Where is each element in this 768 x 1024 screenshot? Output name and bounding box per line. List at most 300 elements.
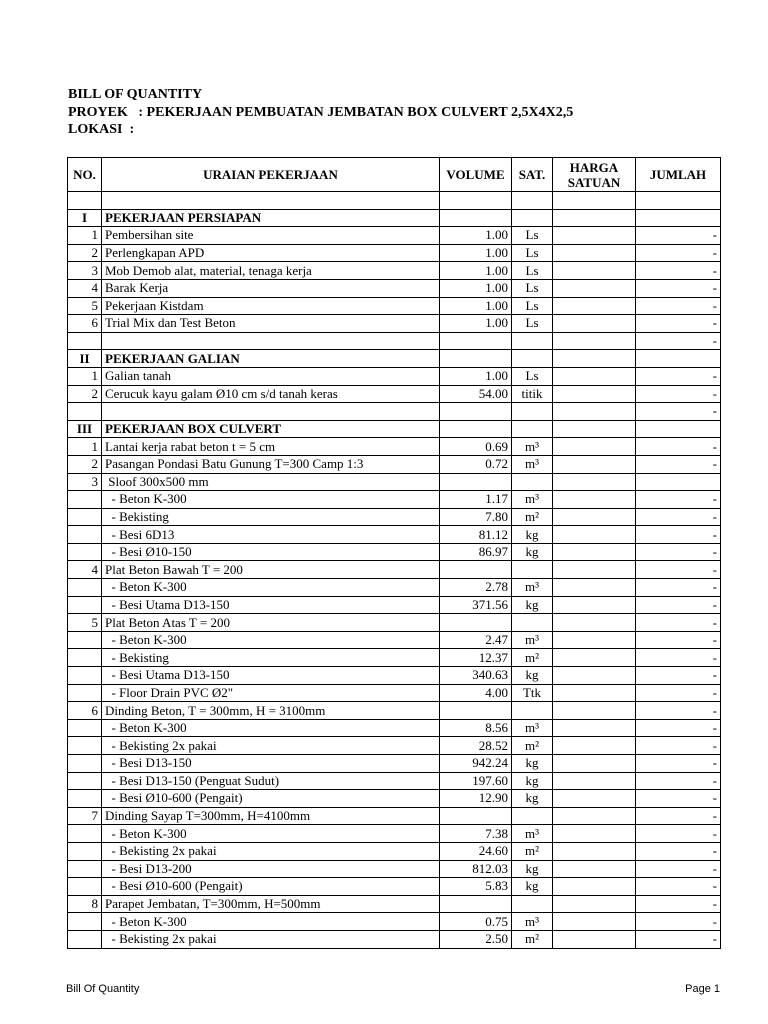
cell-jumlah: -	[636, 297, 721, 315]
project-line: PROYEK : PEKERJAAN PEMBUATAN JEMBATAN BOX CULVERT 2,5X4X2,5	[68, 104, 574, 120]
cell-harga-satuan	[553, 244, 636, 262]
cell-no: 2	[68, 244, 102, 262]
table-row	[68, 473, 721, 491]
cell-volume	[440, 702, 512, 720]
cell-uraian: Sloof 300x500 mm	[102, 473, 440, 491]
cell-uraian: - Bekisting	[102, 508, 440, 526]
cell-jumlah: -	[636, 385, 721, 403]
cell-volume: 942.24	[440, 755, 512, 773]
cell-volume: 28.52	[440, 737, 512, 755]
cell-volume: 54.00	[440, 385, 512, 403]
cell-harga-satuan	[553, 913, 636, 931]
cell-volume	[440, 209, 512, 227]
cell-harga-satuan	[553, 825, 636, 843]
cell-satuan: m³	[512, 719, 553, 737]
cell-jumlah: -	[636, 614, 721, 632]
cell-volume: 12.37	[440, 649, 512, 667]
cell-satuan: Ls	[512, 315, 553, 333]
cell-no	[68, 543, 102, 561]
cell-volume: 340.63	[440, 667, 512, 685]
cell-no	[68, 825, 102, 843]
cell-satuan: kg	[512, 772, 553, 790]
cell-jumlah: -	[636, 491, 721, 509]
cell-jumlah: -	[636, 702, 721, 720]
cell-uraian: Plat Beton Atas T = 200	[102, 614, 440, 632]
cell-uraian: - Beton K-300	[102, 631, 440, 649]
cell-harga-satuan	[553, 860, 636, 878]
cell-harga-satuan	[553, 614, 636, 632]
cell-uraian: Dinding Beton, T = 300mm, H = 3100mm	[102, 702, 440, 720]
cell-volume: 1.00	[440, 367, 512, 385]
cell-volume: 8.56	[440, 719, 512, 737]
table-row	[68, 596, 721, 614]
cell-volume: 86.97	[440, 543, 512, 561]
cell-harga-satuan	[553, 878, 636, 896]
table-row	[68, 719, 721, 737]
cell-uraian: Mob Demob alat, material, tenaga kerja	[102, 262, 440, 280]
column-header-harga-satuan: HARGA SATUAN	[553, 158, 636, 192]
cell-volume: 1.00	[440, 244, 512, 262]
cell-jumlah: -	[636, 667, 721, 685]
cell-satuan	[512, 614, 553, 632]
cell-jumlah: -	[636, 455, 721, 473]
cell-harga-satuan	[553, 895, 636, 913]
cell-jumlah: -	[636, 719, 721, 737]
cell-harga-satuan	[553, 667, 636, 685]
cell-no	[68, 631, 102, 649]
cell-uraian: Pekerjaan Kistdam	[102, 297, 440, 315]
table-row	[68, 579, 721, 597]
cell-uraian	[102, 403, 440, 421]
table-row	[68, 403, 721, 421]
cell-jumlah: -	[636, 895, 721, 913]
cell-jumlah: -	[636, 332, 721, 350]
cell-satuan: m²	[512, 508, 553, 526]
cell-harga-satuan	[553, 491, 636, 509]
table-row	[68, 684, 721, 702]
cell-volume: 12.90	[440, 790, 512, 808]
table-row	[68, 279, 721, 297]
cell-volume: 2.78	[440, 579, 512, 597]
table-row	[68, 297, 721, 315]
cell-uraian: - Beton K-300	[102, 913, 440, 931]
cell-uraian: Parapet Jembatan, T=300mm, H=500mm	[102, 895, 440, 913]
table-row	[68, 244, 721, 262]
document-title: BILL OF QUANTITY	[68, 87, 203, 102]
cell-jumlah: -	[636, 913, 721, 931]
cell-harga-satuan	[553, 561, 636, 579]
cell-satuan	[512, 561, 553, 579]
cell-harga-satuan	[553, 508, 636, 526]
cell-uraian: - Besi Ø10-600 (Pengait)	[102, 878, 440, 896]
cell-harga-satuan	[553, 649, 636, 667]
cell-no	[68, 878, 102, 896]
cell-uraian: - Beton K-300	[102, 719, 440, 737]
cell-jumlah: -	[636, 842, 721, 860]
cell-jumlah: -	[636, 227, 721, 245]
cell-no	[68, 649, 102, 667]
table-row	[68, 315, 721, 333]
cell-volume: 1.00	[440, 227, 512, 245]
cell-harga-satuan	[553, 772, 636, 790]
cell-volume: 1.00	[440, 315, 512, 333]
cell-volume: 4.00	[440, 684, 512, 702]
cell-no	[68, 913, 102, 931]
cell-jumlah: -	[636, 930, 721, 948]
cell-jumlah: -	[636, 596, 721, 614]
cell-jumlah	[636, 209, 721, 227]
cell-no	[68, 930, 102, 948]
cell-satuan: kg	[512, 790, 553, 808]
cell-satuan: m³	[512, 579, 553, 597]
cell-no: 1	[68, 227, 102, 245]
cell-uraian: - Beton K-300	[102, 825, 440, 843]
cell-harga-satuan	[553, 719, 636, 737]
cell-satuan: kg	[512, 596, 553, 614]
cell-jumlah: -	[636, 367, 721, 385]
cell-satuan	[512, 702, 553, 720]
cell-satuan	[512, 420, 553, 438]
cell-harga-satuan	[553, 227, 636, 245]
cell-uraian	[102, 192, 440, 210]
table-row	[68, 649, 721, 667]
cell-no	[68, 667, 102, 685]
cell-uraian: - Bekisting	[102, 649, 440, 667]
table-row	[68, 895, 721, 913]
cell-no	[68, 491, 102, 509]
cell-jumlah	[636, 350, 721, 368]
table-row	[68, 860, 721, 878]
cell-satuan: m²	[512, 930, 553, 948]
cell-volume: 0.69	[440, 438, 512, 456]
cell-no	[68, 719, 102, 737]
cell-no	[68, 684, 102, 702]
cell-volume: 371.56	[440, 596, 512, 614]
cell-uraian: Perlengkapan APD	[102, 244, 440, 262]
cell-satuan: kg	[512, 667, 553, 685]
table-row	[68, 262, 721, 280]
cell-volume	[440, 332, 512, 350]
column-header-uraian: URAIAN PEKERJAAN	[102, 158, 440, 192]
cell-no	[68, 526, 102, 544]
cell-uraian: - Besi Utama D13-150	[102, 667, 440, 685]
cell-no: 6	[68, 702, 102, 720]
footer-page-number: Page 1	[685, 983, 720, 995]
cell-jumlah: -	[636, 772, 721, 790]
cell-jumlah: -	[636, 315, 721, 333]
cell-satuan	[512, 209, 553, 227]
cell-satuan: m²	[512, 737, 553, 755]
cell-no	[68, 596, 102, 614]
cell-uraian: - Besi Ø10-150	[102, 543, 440, 561]
cell-uraian: - Bekisting 2x pakai	[102, 842, 440, 860]
cell-no: 2	[68, 455, 102, 473]
column-header-volume: VOLUME	[440, 158, 512, 192]
table-row	[68, 508, 721, 526]
cell-jumlah: -	[636, 790, 721, 808]
cell-satuan: m³	[512, 491, 553, 509]
cell-volume	[440, 420, 512, 438]
cell-uraian: Barak Kerja	[102, 279, 440, 297]
cell-uraian: - Floor Drain PVC Ø2"	[102, 684, 440, 702]
cell-no: 2	[68, 385, 102, 403]
cell-no	[68, 842, 102, 860]
cell-harga-satuan	[553, 209, 636, 227]
table-row	[68, 807, 721, 825]
cell-harga-satuan	[553, 684, 636, 702]
cell-no	[68, 737, 102, 755]
table-row	[68, 737, 721, 755]
cell-uraian: - Bekisting 2x pakai	[102, 737, 440, 755]
table-row	[68, 878, 721, 896]
table-row	[68, 930, 721, 948]
table-row	[68, 526, 721, 544]
cell-no	[68, 332, 102, 350]
table-row	[68, 227, 721, 245]
table-row	[68, 192, 721, 210]
cell-uraian	[102, 332, 440, 350]
cell-jumlah	[636, 420, 721, 438]
cell-jumlah: -	[636, 825, 721, 843]
cell-volume	[440, 473, 512, 491]
cell-harga-satuan	[553, 192, 636, 210]
cell-jumlah	[636, 192, 721, 210]
cell-satuan: kg	[512, 755, 553, 773]
cell-uraian: PEKERJAAN PERSIAPAN	[102, 209, 440, 227]
cell-harga-satuan	[553, 473, 636, 491]
cell-volume: 0.75	[440, 913, 512, 931]
table-row	[68, 385, 721, 403]
cell-jumlah: -	[636, 737, 721, 755]
cell-jumlah: -	[636, 807, 721, 825]
cell-satuan: kg	[512, 878, 553, 896]
cell-satuan	[512, 895, 553, 913]
table-row	[68, 772, 721, 790]
cell-volume: 1.00	[440, 297, 512, 315]
cell-harga-satuan	[553, 279, 636, 297]
cell-uraian: - Besi D13-150	[102, 755, 440, 773]
cell-satuan	[512, 350, 553, 368]
cell-no: II	[68, 350, 102, 368]
cell-volume: 1.17	[440, 491, 512, 509]
section-row	[68, 350, 721, 368]
cell-jumlah: -	[636, 508, 721, 526]
cell-uraian: Plat Beton Bawah T = 200	[102, 561, 440, 579]
cell-no: 5	[68, 297, 102, 315]
cell-uraian: Lantai kerja rabat beton t = 5 cm	[102, 438, 440, 456]
cell-no: 3	[68, 473, 102, 491]
cell-satuan: m²	[512, 649, 553, 667]
cell-volume: 24.60	[440, 842, 512, 860]
cell-uraian: - Besi Utama D13-150	[102, 596, 440, 614]
cell-jumlah: -	[636, 684, 721, 702]
cell-uraian: Pasangan Pondasi Batu Gunung T=300 Camp 1:3	[102, 455, 440, 473]
cell-no: III	[68, 420, 102, 438]
bill-of-quantity-table	[67, 157, 721, 949]
column-header-satuan: SAT.	[512, 158, 553, 192]
cell-jumlah: -	[636, 860, 721, 878]
table-row	[68, 790, 721, 808]
cell-harga-satuan	[553, 262, 636, 280]
table-row	[68, 367, 721, 385]
table-row	[68, 755, 721, 773]
cell-no	[68, 790, 102, 808]
cell-satuan: kg	[512, 526, 553, 544]
cell-uraian: - Besi D13-200	[102, 860, 440, 878]
cell-uraian: Dinding Sayap T=300mm, H=4100mm	[102, 807, 440, 825]
cell-satuan	[512, 332, 553, 350]
location-line: LOKASI :	[68, 122, 135, 137]
column-header-no: NO.	[68, 158, 102, 192]
cell-jumlah: -	[636, 631, 721, 649]
cell-jumlah: -	[636, 579, 721, 597]
cell-harga-satuan	[553, 385, 636, 403]
cell-uraian: - Besi D13-150 (Penguat Sudut)	[102, 772, 440, 790]
cell-harga-satuan	[553, 526, 636, 544]
cell-no: 7	[68, 807, 102, 825]
cell-harga-satuan	[553, 420, 636, 438]
cell-uraian: - Beton K-300	[102, 491, 440, 509]
cell-harga-satuan	[553, 930, 636, 948]
cell-volume: 7.38	[440, 825, 512, 843]
cell-satuan: titik	[512, 385, 553, 403]
cell-no: I	[68, 209, 102, 227]
table-body	[68, 192, 721, 949]
cell-no	[68, 403, 102, 421]
cell-uraian: Trial Mix dan Test Beton	[102, 315, 440, 333]
cell-satuan: Ls	[512, 244, 553, 262]
cell-satuan: m³	[512, 438, 553, 456]
table-row	[68, 825, 721, 843]
cell-volume: 81.12	[440, 526, 512, 544]
cell-uraian: PEKERJAAN GALIAN	[102, 350, 440, 368]
cell-no: 8	[68, 895, 102, 913]
cell-harga-satuan	[553, 315, 636, 333]
table-row	[68, 913, 721, 931]
cell-harga-satuan	[553, 755, 636, 773]
table-row	[68, 491, 721, 509]
cell-volume: 0.72	[440, 455, 512, 473]
cell-harga-satuan	[553, 455, 636, 473]
document-header	[68, 86, 573, 139]
cell-volume: 2.47	[440, 631, 512, 649]
cell-harga-satuan	[553, 807, 636, 825]
cell-jumlah: -	[636, 438, 721, 456]
table-row	[68, 332, 721, 350]
cell-volume	[440, 614, 512, 632]
cell-satuan: m³	[512, 913, 553, 931]
cell-jumlah: -	[636, 403, 721, 421]
cell-jumlah: -	[636, 755, 721, 773]
table-row	[68, 455, 721, 473]
cell-satuan: Ls	[512, 367, 553, 385]
cell-satuan	[512, 807, 553, 825]
cell-uraian: - Bekisting 2x pakai	[102, 930, 440, 948]
cell-no	[68, 772, 102, 790]
cell-volume: 5.83	[440, 878, 512, 896]
cell-jumlah: -	[636, 244, 721, 262]
table-row	[68, 561, 721, 579]
cell-jumlah: -	[636, 878, 721, 896]
cell-satuan: Ls	[512, 262, 553, 280]
cell-harga-satuan	[553, 543, 636, 561]
cell-volume: 1.00	[440, 279, 512, 297]
cell-no: 5	[68, 614, 102, 632]
cell-harga-satuan	[553, 367, 636, 385]
cell-volume: 1.00	[440, 262, 512, 280]
cell-uraian: - Besi 6D13	[102, 526, 440, 544]
cell-uraian: Galian tanah	[102, 367, 440, 385]
cell-harga-satuan	[553, 403, 636, 421]
cell-satuan: m³	[512, 455, 553, 473]
cell-no: 6	[68, 315, 102, 333]
cell-volume	[440, 807, 512, 825]
table-header-row	[68, 158, 721, 192]
cell-jumlah: -	[636, 526, 721, 544]
cell-satuan	[512, 192, 553, 210]
cell-uraian: - Besi Ø10-600 (Pengait)	[102, 790, 440, 808]
cell-satuan: m²	[512, 842, 553, 860]
cell-volume: 812.03	[440, 860, 512, 878]
cell-volume	[440, 561, 512, 579]
cell-satuan: kg	[512, 543, 553, 561]
cell-volume	[440, 350, 512, 368]
cell-satuan	[512, 473, 553, 491]
table-row	[68, 631, 721, 649]
cell-satuan: m³	[512, 631, 553, 649]
table-row	[68, 702, 721, 720]
cell-satuan: m³	[512, 825, 553, 843]
cell-uraian: Cerucuk kayu galam Ø10 cm s/d tanah keras	[102, 385, 440, 403]
cell-no	[68, 755, 102, 773]
cell-harga-satuan	[553, 350, 636, 368]
cell-harga-satuan	[553, 596, 636, 614]
cell-uraian: Pembersihan site	[102, 227, 440, 245]
table-row	[68, 543, 721, 561]
cell-no	[68, 860, 102, 878]
cell-jumlah: -	[636, 262, 721, 280]
cell-volume: 7.80	[440, 508, 512, 526]
cell-harga-satuan	[553, 297, 636, 315]
cell-volume	[440, 895, 512, 913]
cell-harga-satuan	[553, 737, 636, 755]
cell-satuan	[512, 403, 553, 421]
cell-harga-satuan	[553, 631, 636, 649]
cell-harga-satuan	[553, 842, 636, 860]
cell-volume	[440, 403, 512, 421]
cell-satuan: kg	[512, 860, 553, 878]
cell-no: 1	[68, 438, 102, 456]
cell-uraian: - Beton K-300	[102, 579, 440, 597]
footer-title: Bill Of Quantity	[66, 983, 140, 995]
cell-jumlah: -	[636, 543, 721, 561]
cell-harga-satuan	[553, 790, 636, 808]
cell-volume: 197.60	[440, 772, 512, 790]
cell-uraian: PEKERJAAN BOX CULVERT	[102, 420, 440, 438]
cell-satuan: Ls	[512, 297, 553, 315]
cell-satuan: Ls	[512, 279, 553, 297]
cell-no	[68, 579, 102, 597]
cell-harga-satuan	[553, 579, 636, 597]
cell-volume	[440, 192, 512, 210]
cell-harga-satuan	[553, 702, 636, 720]
table-row	[68, 667, 721, 685]
section-row	[68, 420, 721, 438]
cell-no	[68, 508, 102, 526]
cell-no: 1	[68, 367, 102, 385]
section-row	[68, 209, 721, 227]
cell-satuan: Ttk	[512, 684, 553, 702]
